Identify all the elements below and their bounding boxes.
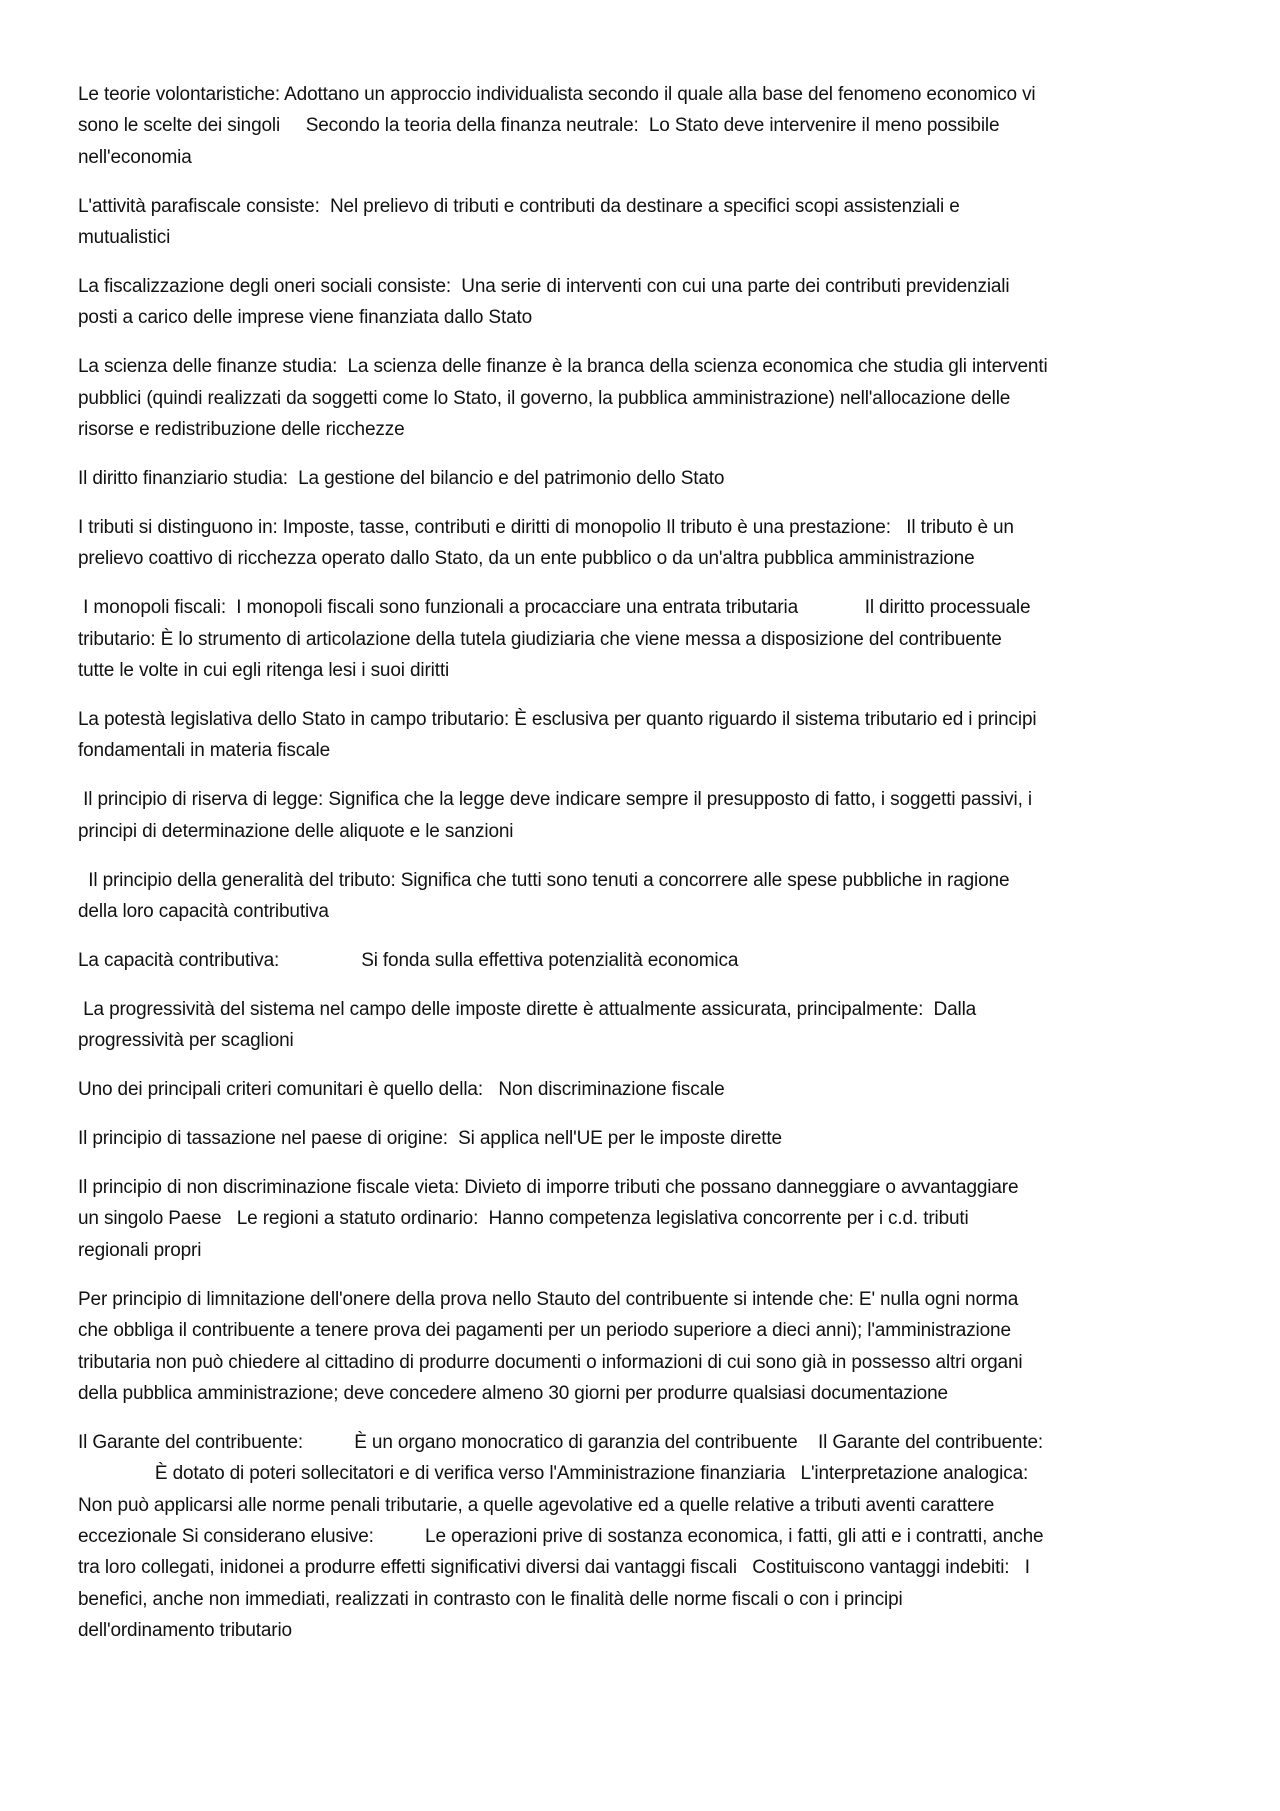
text-line: Le teorie volontaristiche: Adottano un approccio individualista secondo il quale alla base del fenomeno economico vi — [78, 84, 1036, 105]
text-line: I monopoli fiscali: I monopoli fiscali sono funzionali a procacciare una entrata tributaria Il diritto processuale — [78, 597, 1031, 619]
text-line: La fiscalizzazione degli oneri sociali consiste: Una serie di interventi con cui una parte dei contributi previdenziali — [78, 276, 1010, 298]
paragraph — [78, 592, 1280, 686]
text-line: La scienza delle finanze studia: La scienza delle finanze è la branca della scienza economica che studia gli interventi — [78, 356, 1048, 378]
paragraph — [78, 1284, 1280, 1410]
text-line: tutte le volte in cui egli ritenga lesi i suoi diritti — [78, 660, 450, 682]
text-line: della pubblica amministrazione; deve concedere almeno 30 giorni per produrre qualsiasi documentazione — [78, 1382, 948, 1404]
text-line: eccezionale Si considerano elusive: Le operazioni prive di sostanza economica, i fatti, gli atti e i contratti, anche — [78, 1526, 1044, 1548]
text-line: È dotato di poteri sollecitatori e di verifica verso l'Amministrazione finanziaria L'interpretazione analogica: — [78, 1463, 1029, 1485]
paragraph — [78, 191, 1280, 254]
text-line: fondamentali in materia fiscale — [78, 740, 330, 762]
paragraph — [78, 1074, 1280, 1105]
text-line: regionali propri — [78, 1239, 202, 1261]
paragraph — [78, 512, 1280, 575]
text-line: della loro capacità contributiva — [78, 901, 329, 923]
paragraph — [78, 463, 1280, 494]
paragraph — [78, 1427, 1280, 1647]
paragraph — [78, 1172, 1280, 1266]
text-line: Il principio di non discriminazione fiscale vieta: Divieto di imporre tributi che possano danneggiare o avvantaggiare — [78, 1176, 1019, 1198]
text-line: prelievo coattivo di ricchezza operato dallo Stato, da un ente pubblico o da un'altra pubblica amministrazione — [78, 548, 975, 570]
text-line: risorse e redistribuzione delle ricchezze — [78, 419, 405, 441]
text-line: pubblici (quindi realizzati da soggetti come lo Stato, il governo, la pubblica amministrazione) nell'allocazione delle — [78, 387, 1011, 409]
text-line: posti a carico delle imprese viene finanziata dallo Stato — [78, 307, 533, 329]
text-line: Il principio di riserva di legge: Significa che la legge deve indicare sempre il presupposto di fatto, i soggetti passivi, i — [78, 789, 1032, 811]
text-line: Non può applicarsi alle norme penali tributarie, a quelle agevolative ed a quelle relative a tributi aventi carattere — [78, 1494, 995, 1516]
text-line: L'attività parafiscale consiste: Nel prelievo di tributi e contributi da destinare a specifici scopi assistenziali e — [78, 195, 960, 217]
text-line: La progressività del sistema nel campo delle imposte dirette è attualmente assicurata, principalmente: Dalla — [78, 998, 977, 1020]
paragraph — [78, 784, 1280, 847]
text-line: Il principio di tassazione nel paese di origine: Si applica nell'UE per le imposte dirette — [78, 1128, 782, 1150]
text-line: Il diritto finanziario studia: La gestione del bilancio e del patrimonio dello Stato — [78, 468, 725, 490]
text-line: tra loro collegati, inidonei a produrre effetti significativi diversi dai vantaggi fiscali Costituiscono vantaggi indebiti: I — [78, 1557, 1030, 1579]
text-line: che obbliga il contribuente a tenere prova dei pagamenti per un periodo superiore a dieci anni); l'amministrazione — [78, 1320, 1011, 1342]
paragraph — [78, 351, 1280, 445]
text-line: Il principio della generalità del tributo: Significa che tutti sono tenuti a concorrere alle spese pubbliche in ragione — [78, 869, 1010, 891]
text-line: I tributi si distinguono in: Imposte, tasse, contributi e diritti di monopolio Il tributo è una prestazione: Il tributo è un — [78, 516, 1014, 538]
text-line: tributario: È lo strumento di articolazione della tutela giudiziaria che viene messa a disposizione del contribuente — [78, 628, 1002, 650]
text-line: Per principio di limnitazione dell'onere della prova nello Stauto del contribuente si intende che: E' nulla ogni norma — [78, 1288, 1019, 1310]
paragraph — [78, 1123, 1280, 1154]
text-line: Uno dei principali criteri comunitari è quello della: Non discriminazione fiscale — [78, 1079, 725, 1101]
paragraph — [78, 994, 1280, 1057]
text-line: principi di determinazione delle aliquote e le sanzioni — [78, 820, 514, 842]
text-line: dell'ordinamento tributario — [78, 1620, 292, 1642]
paragraph — [78, 945, 1280, 976]
paragraph — [78, 704, 1280, 767]
text-line: benefici, anche non immediati, realizzati in contrasto con le finalità delle norme fiscali o con i principi — [78, 1588, 903, 1610]
text-line: sono le scelte dei singoli Secondo la teoria della finanza neutrale: Lo Stato deve intervenire il meno possibile — [78, 115, 1000, 137]
text-line: mutualistici — [78, 227, 171, 249]
paragraph — [78, 79, 1280, 173]
text-line: Il Garante del contribuente: È un organo monocratico di garanzia del contribuente Il Garante del contribuente: — [78, 1431, 1044, 1453]
paragraph — [78, 865, 1280, 928]
text-line: La potestà legislativa dello Stato in campo tributario: È esclusiva per quanto riguardo il sistema tributario ed i principi — [78, 709, 1037, 730]
text-line: un singolo Paese Le regioni a statuto ordinario: Hanno competenza legislativa concorrente per i c.d. tributi — [78, 1208, 969, 1230]
text-line: La capacità contributiva: Si fonda sulla effettiva potenzialità economica — [78, 949, 739, 971]
text-line: progressività per scaglioni — [78, 1030, 294, 1052]
paragraph — [78, 271, 1280, 334]
text-line: tributaria non può chiedere al cittadino di produrre documenti o informazioni di cui sono già in possesso altri organi — [78, 1351, 1023, 1373]
text-line: nell'economia — [78, 146, 192, 168]
